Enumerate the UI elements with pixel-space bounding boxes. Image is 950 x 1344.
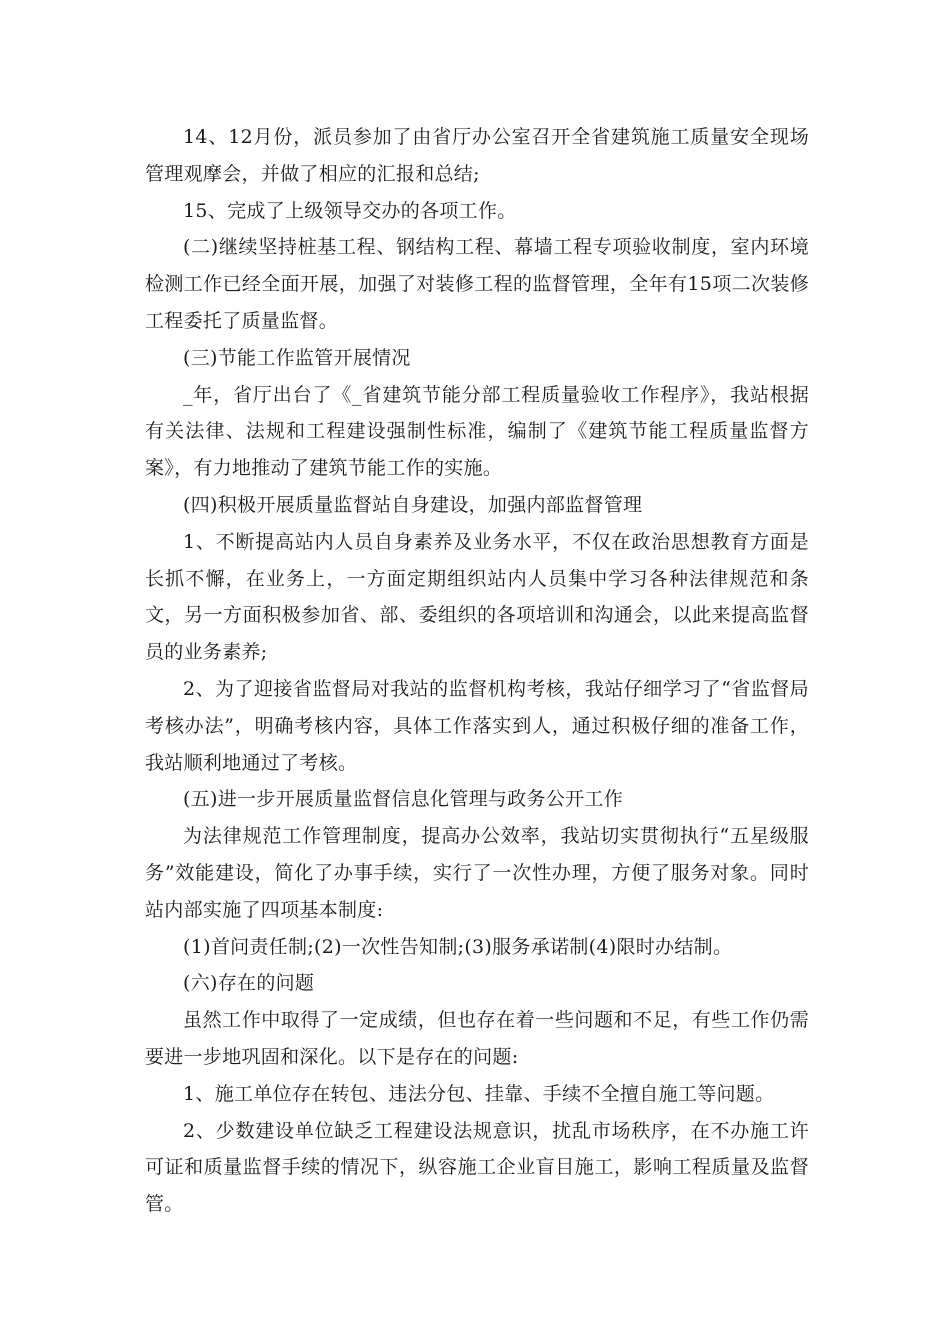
paragraph-15-assigned-tasks: 15、完成了上级领导交办的各项工作。 (183, 199, 517, 222)
paragraph-assessment: 2、为了迎接省监督局对我站的监督机构考核，我站仔细学习了“省监督局考核办法”，明确考核内容，具体工作落实到人，通过积极仔细的准备工作，我站顺利地通过了考核。 (145, 677, 809, 774)
heading-section-6-problems: (六)存在的问题 (183, 972, 315, 995)
paragraph-staff-training: 1、不断提高站内人员自身素养及业务水平，不仅在政治思想教育方面是长抓不懈，在业务上，一方面定期组织站内人员集中学习各种法律规范和条文，另一方面积极参加省、部、委组织的各项培训和沟通会，以此来提高监督员的业务素养; (145, 530, 809, 664)
paragraph-14-december-meeting: 14、12月份，派员参加了由省厅办公室召开全省建筑施工质量安全现场管理观摩会，并做了相应的汇报和总结; (145, 126, 809, 185)
paragraph-section-2-acceptance: (二)继续坚持桩基工程、钢结构工程、幕墙工程专项验收制度，室内环境检测工作已经全面开展，加强了对装修工程的监督管理，全年有15项二次装修工程委托了质量监督。 (145, 236, 809, 332)
paragraph-problems-intro: 虽然工作中取得了一定成绩，但也存在着一些问题和不足，有些工作仍需要进一步地巩固和深化。以下是存在的问题: (145, 1009, 809, 1068)
paragraph-four-systems: (1)首问责任制;(2)一次性告知制;(3)服务承诺制(4)限时办结制。 (183, 935, 733, 958)
heading-section-3-energy: (三)节能工作监管开展情况 (183, 346, 411, 369)
heading-section-4-self-building: (四)积极开展质量监督站自身建设，加强内部监督管理 (183, 493, 643, 516)
paragraph-problem-2: 2、少数建设单位缺乏工程建设法规意识，扰乱市场秩序，在不办施工许可证和质量监督手续的情况下，纵容施工企业盲目施工，影响工程质量及监督管。 (145, 1119, 809, 1216)
document-body (145, 119, 809, 1223)
heading-section-5-informatization: (五)进一步开展质量监督信息化管理与政务公开工作 (183, 788, 624, 811)
paragraph-problem-1: 1、施工单位存在转包、违法分包、挂靠、手续不全擅自施工等问题。 (183, 1082, 775, 1105)
paragraph-energy-program: _年，省厅出台了《_省建筑节能分部工程质量验收工作程序》，我站根据有关法律、法规和工程建设强制性标准，编制了《建筑节能工程质量监督方案》，有力地推动了建筑节能工作的实施。 (145, 383, 809, 480)
paragraph-five-star-service: 为法律规范工作管理制度，提高办公效率，我站切实贯彻执行“五星级服务”效能建设，简化了办事手续，实行了一次性办理，方便了服务对象。同时站内部实施了四项基本制度: (145, 825, 809, 921)
